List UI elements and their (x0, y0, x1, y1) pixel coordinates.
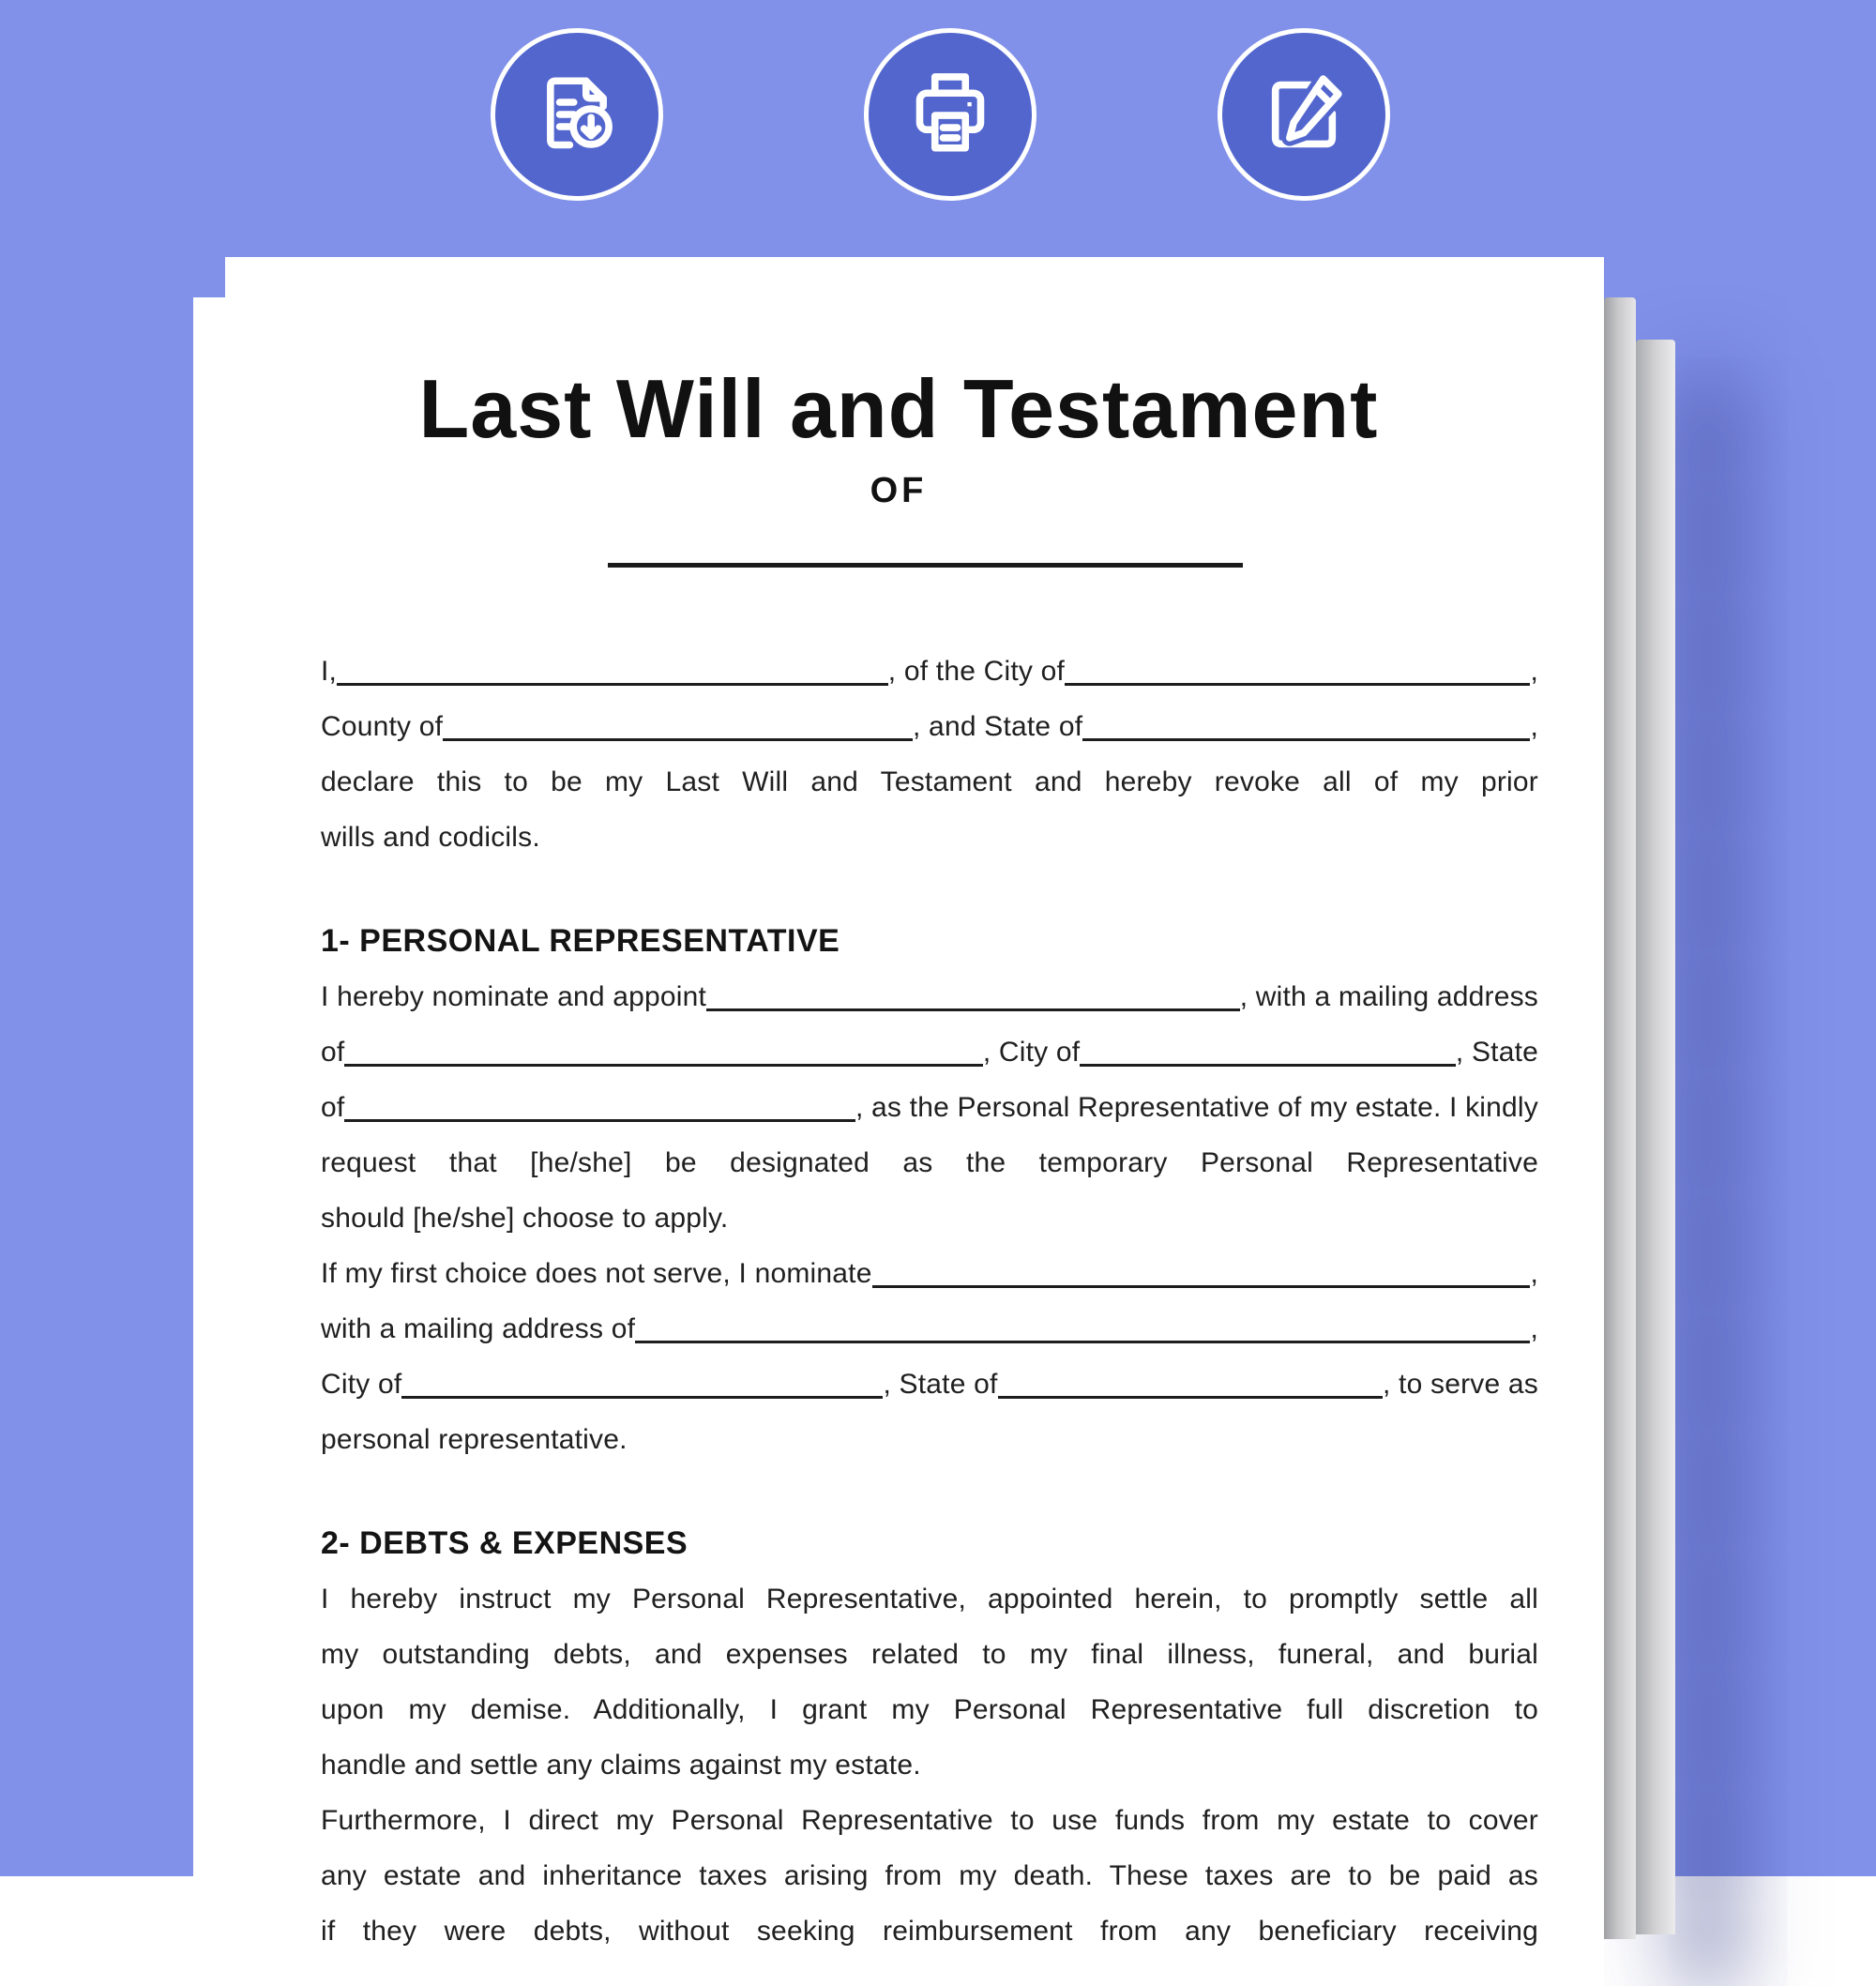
form-line: Furthermore, I direct my Personal Representative to use funds from my estate to cover (321, 1805, 1538, 1836)
form-line-text: I, (321, 656, 338, 687)
section-heading-1: 1- PERSONAL REPRESENTATIVE (321, 923, 840, 959)
form-line: declare this to be my Last Will and Testament and hereby revoke all of my prior (321, 766, 1538, 797)
form-line-text: , State of (883, 1369, 998, 1400)
form-line: handle and settle any claims against my estate. (321, 1750, 921, 1781)
form-line (321, 1024, 1538, 1080)
form-line (321, 699, 1538, 754)
form-line-text: I hereby nominate and appoint (321, 981, 707, 1012)
form-line-text: , (1530, 656, 1538, 687)
form-line-text: , (1530, 1258, 1538, 1289)
form-line-text: , and State of (912, 711, 1083, 742)
form-line: should [he/she] choose to apply. (321, 1203, 729, 1234)
form-line (321, 1080, 1538, 1135)
form-line (321, 969, 1538, 1024)
print-button[interactable] (864, 28, 1036, 201)
blank-field (1080, 1064, 1456, 1067)
blank-field (344, 1064, 982, 1067)
document-body (321, 644, 1538, 1959)
form-line: personal representative. (321, 1424, 628, 1455)
form-line-text: with a mailing address of (321, 1313, 636, 1344)
blank-field (706, 1008, 1240, 1011)
form-line-text: of (321, 1037, 345, 1068)
download-document-button[interactable] (491, 28, 663, 201)
blank-field (872, 1285, 1531, 1288)
form-line (321, 1246, 1538, 1301)
form-line-text: of (321, 1092, 345, 1123)
form-line-text: , State (1455, 1037, 1538, 1068)
form-line: wills and codicils. (321, 822, 540, 853)
form-line-text: If my first choice does not serve, I nominate (321, 1258, 872, 1289)
form-line: I hereby instruct my Personal Representative, appointed herein, to promptly settle all (321, 1584, 1538, 1615)
testator-name-blank-line (608, 563, 1243, 568)
form-line-text: , to serve as (1382, 1369, 1538, 1400)
paper-stack-sheet-2 (1604, 297, 1636, 1939)
blank-field (337, 683, 888, 686)
blank-field (344, 1119, 855, 1122)
subtitle-of: OF (870, 471, 928, 510)
form-line: request that [he/she] be designated as the temporary Personal Representative (321, 1147, 1538, 1178)
form-line-text: , of the City of (887, 656, 1066, 687)
blank-field (998, 1396, 1383, 1399)
form-line-text: , City of (982, 1037, 1081, 1068)
blank-field (1065, 683, 1530, 686)
blank-field (1082, 738, 1530, 741)
form-line-text: , (1530, 1313, 1538, 1344)
page-title: Last Will and Testament (418, 362, 1379, 455)
form-line (321, 644, 1538, 699)
form-line: if they were debts, without seeking reimbursement from any beneficiary receiving (321, 1916, 1538, 1947)
blank-field (443, 738, 913, 741)
blank-field (401, 1396, 883, 1399)
blank-field (635, 1341, 1530, 1343)
form-line-text: , (1530, 711, 1538, 742)
form-line: my outstanding debts, and expenses related to my final illness, funeral, and burial (321, 1639, 1538, 1670)
form-line-text: County of (321, 711, 444, 742)
form-line-text: City of (321, 1369, 402, 1400)
form-line (321, 1357, 1538, 1412)
form-line-text: , with a mailing address (1239, 981, 1538, 1012)
edit-button[interactable] (1218, 28, 1390, 201)
paper-stack-sheet-3 (1636, 340, 1675, 1934)
section-heading-2: 2- DEBTS & EXPENSES (321, 1525, 688, 1561)
form-line: upon my demise. Additionally, I grant my Personal Representative full discretion to (321, 1694, 1538, 1725)
form-line: any estate and inheritance taxes arising from my death. These taxes are to be paid as (321, 1860, 1538, 1891)
form-line-text: , as the Personal Representative of my estate. I kindly (855, 1092, 1538, 1123)
form-line (321, 1301, 1538, 1357)
